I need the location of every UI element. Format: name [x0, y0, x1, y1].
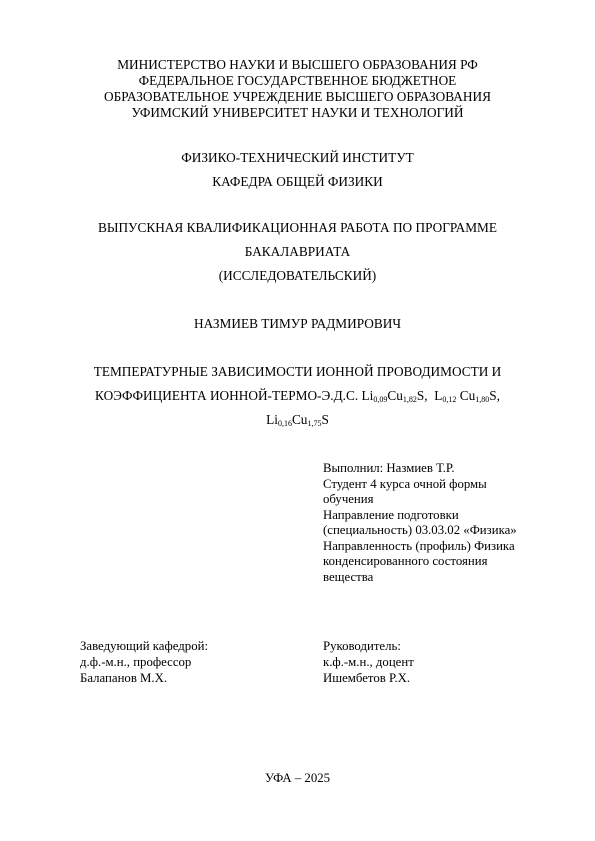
performer-line: Направление подготовки [323, 507, 459, 522]
supervisor-degree: к.ф.-м.н., доцент [323, 655, 414, 669]
supervisor-role: Руководитель: [323, 639, 401, 653]
work-type-block [40, 216, 555, 288]
author-name: НАЗМИЕВ ТИМУР РАДМИРОВИЧ [193, 316, 402, 331]
organization-line: ОБРАЗОВАТЕЛЬНОЕ УЧРЕЖДЕНИЕ ВЫСШЕГО ОБРАЗОВАНИЯ [104, 89, 491, 104]
city-year-footer: УФА – 2025 [264, 771, 331, 785]
thesis-title-line: ТЕМПЕРАТУРНЫЕ ЗАВИСИМОСТИ ИОННОЙ ПРОВОДИМОСТИ И [93, 364, 502, 379]
performer-line: вещества [323, 569, 374, 584]
formula: $L_{0,12}$ $Cu_{1,80}S$, [434, 388, 500, 404]
performer-line: Направленность (профиль) Физика [323, 538, 515, 553]
performer-line: Выполнил: Назмиев Т.Р. [323, 461, 455, 475]
department-name: КАФЕДРА ОБЩЕЙ ФИЗИКИ [212, 174, 383, 189]
work-type-line: (ИССЛЕДОВАТЕЛЬСКИЙ) [218, 268, 377, 283]
work-type-line: БАКАЛАВРИАТА [244, 244, 351, 259]
performer-info [323, 461, 553, 585]
head-degree: д.ф.-м.н., профессор [80, 655, 192, 669]
organization-line: МИНИСТЕРСТВО НАУКИ И ВЫСШЕГО ОБРАЗОВАНИЯ РФ [117, 57, 478, 72]
formula: $Li_{0,16}Cu_{1,75}S$ [266, 412, 329, 428]
institute-name: ФИЗИКО-ТЕХНИЧЕСКИЙ ИНСТИТУТ [181, 150, 414, 165]
head-name: Балапанов М.Х. [80, 671, 168, 685]
thesis-title [40, 360, 555, 432]
thesis-title-line [40, 384, 555, 408]
organization-line: УФИМСКИЙ УНИВЕРСИТЕТ НАУКИ И ТЕХНОЛОГИЙ [131, 105, 464, 120]
institute-block [40, 146, 555, 194]
supervisor-block [323, 638, 414, 686]
performer-line: обучения [323, 492, 374, 506]
organization-header [40, 57, 555, 121]
performer-line: конденсированного состояния [323, 554, 488, 568]
performer-line: Студент 4 курса очной формы [323, 476, 487, 491]
thesis-title-line [40, 408, 555, 432]
work-type-line: ВЫПУСКНАЯ КВАЛИФИКАЦИОННАЯ РАБОТА ПО ПРОГРАММЕ [97, 220, 497, 235]
performer-line: (специальность) 03.03.02 «Физика» [323, 523, 517, 537]
head-of-department-block [80, 638, 208, 686]
head-role: Заведующий кафедрой: [80, 639, 209, 653]
supervisor-name: Ишембетов Р.Х. [323, 671, 411, 685]
formula: $Li_{0,09}Cu_{1,82}S$, [361, 388, 428, 404]
organization-line: ФЕДЕРАЛЬНОЕ ГОСУДАРСТВЕННОЕ БЮДЖЕТНОЕ [138, 73, 457, 88]
thesis-title-text: КОЭФФИЦИЕНТА ИОННОЙ-ТЕРМО-Э.Д.С. [95, 388, 359, 403]
